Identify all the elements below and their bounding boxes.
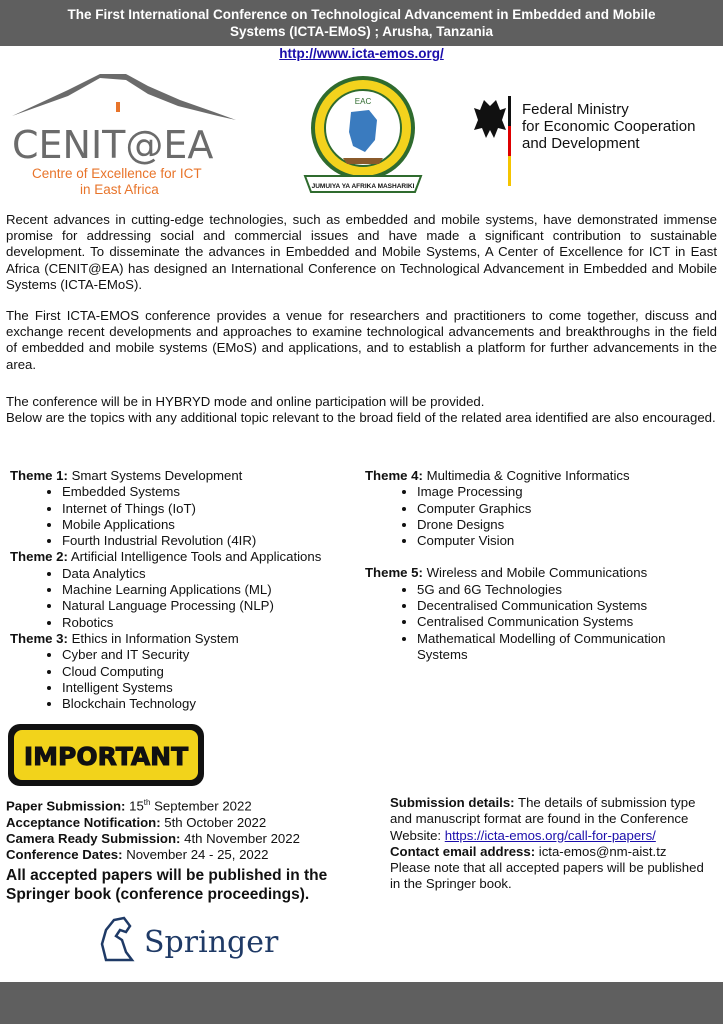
paper-submission-rest: September 2022: [154, 798, 252, 814]
list-item: • Internet of Things (IoT): [62, 501, 360, 517]
submission-note: Please note that all accepted papers will be published in the Springer book.: [390, 860, 704, 892]
conference-url-container: [0, 46, 723, 61]
conference-dates-value: November 24 - 25, 2022: [126, 847, 269, 863]
themes-right-column: [365, 468, 715, 663]
theme-1-title: Smart Systems Development: [71, 468, 243, 483]
mountain-icon: [12, 74, 236, 120]
conference-url-link[interactable]: http://www.icta-emos.org/: [279, 46, 444, 61]
paper-submission-day: 15: [129, 798, 144, 814]
theme-1-label: Theme 1:: [10, 468, 68, 483]
topics-line: Below are the topics with any additional topic relevant to the broad field of the related area identified are also encouraged.: [6, 410, 716, 426]
purpose-paragraph: The First ICTA-EMOS conference provides a venue for researchers and practitioners to come together, discuss and exchange recent developments and approaches to examine technological advancements and breakthroughs in the field of embedded and mobile systems (EMoS) and applications, and to establish a platform for further advancements in the area.: [6, 308, 717, 372]
springer-logo-text: Springer: [144, 925, 279, 960]
theme-1-list: [10, 484, 360, 549]
theme-4-title: Multimedia & Cognitive Informatics: [426, 468, 630, 483]
camera-ready-row: [6, 831, 376, 847]
list-item: • Computer Graphics: [417, 501, 715, 517]
flag-stripe-black: [508, 96, 511, 126]
header-title-line2: Systems (ICTA-EMoS) ; Arusha, Tanzania: [229, 24, 494, 39]
list-item: • Machine Learning Applications (ML): [62, 582, 360, 598]
mode-line: The conference will be in HYBRYD mode and online participation will be provided.: [6, 394, 485, 409]
header-title-line1: The First International Conference on Technological Advancement in Embedded and Mobile: [67, 7, 656, 22]
acceptance-row: [6, 815, 376, 831]
conference-dates-label: Conference Dates:: [6, 847, 123, 863]
list-item: • Data Analytics: [62, 566, 360, 582]
list-item: • Computer Vision: [417, 533, 715, 549]
contact-email-value: icta-emos@nm-aist.tz: [538, 843, 667, 859]
bmz-line1: Federal Ministry: [522, 101, 629, 118]
theme-4-list: [365, 484, 715, 549]
mode-paragraph: [6, 394, 717, 426]
list-item: • Natural Language Processing (NLP): [62, 598, 360, 614]
bmz-logo: [466, 96, 716, 191]
important-dates: [6, 795, 376, 864]
cenit-logo-name: CENIT@EA: [12, 123, 214, 167]
themes-left-column: [10, 468, 360, 712]
camera-ready-value: 4th November 2022: [184, 830, 300, 846]
paper-submission-sup: th: [143, 798, 151, 807]
theme-2-label: Theme 2:: [10, 549, 68, 565]
cenit-logo-sub2: in East Africa: [80, 182, 159, 197]
flag-stripe-gold: [508, 156, 511, 186]
theme-2-title: Artificial Intelligence Tools and Applications: [70, 549, 322, 565]
theme-2-list: [10, 566, 360, 631]
theme-1-heading: [10, 468, 360, 484]
acceptance-value: 5th October 2022: [164, 814, 267, 830]
intro-paragraph: Recent advances in cutting-edge technologies, such as embedded and mobile systems, have demonstrated immense promise for addressing social and commercial issues and have made a significant contribution to sustainable development. To disseminate the advances in Embedded and Mobile Systems, A Center of Excellence for ICT in East Africa (CENIT@EA) has designed an International Conference on Technological Advancement in Embedded and Mobile Systems (ICTA-EMoS).: [6, 212, 717, 292]
acceptance-label: Acceptance Notification:: [6, 814, 161, 830]
conference-dates-row: [6, 847, 376, 863]
bmz-line2: for Economic Cooperation: [522, 118, 696, 135]
camera-ready-label: Camera Ready Submission:: [6, 830, 181, 846]
list-item: • Cloud Computing: [62, 664, 360, 680]
theme-5-title: Wireless and Mobile Communications: [426, 565, 648, 581]
call-for-papers-link[interactable]: https://icta-emos.org/call-for-papers/: [444, 827, 656, 843]
list-item: • Robotics: [62, 615, 360, 631]
theme-4-label: Theme 4:: [365, 468, 423, 483]
important-badge: [6, 722, 206, 788]
list-item: • Drone Designs: [417, 517, 715, 533]
contact-email-label: Contact email address:: [390, 843, 536, 859]
eac-banner-text: JUMUIYA YA AFRIKA MASHARIKI: [311, 183, 415, 190]
bmz-line3: and Development: [522, 135, 640, 152]
list-item: • 5G and 6G Technologies: [417, 582, 715, 598]
header-bar: [0, 0, 723, 46]
list-item: • Image Processing: [417, 484, 715, 500]
eac-emblem-label: EAC: [354, 97, 372, 106]
theme-2-heading: [10, 549, 360, 565]
list-item: • Blockchain Technology: [62, 696, 360, 712]
submission-details-text: The details of submission type and manuscript format are found in the Conference Website:: [390, 795, 696, 843]
springer-horse-icon: [102, 918, 132, 960]
federal-eagle-icon: [474, 100, 506, 138]
important-badge-text: IMPORTANT: [23, 742, 189, 771]
theme-5-list: [365, 582, 715, 663]
list-item: • Intelligent Systems: [62, 680, 360, 696]
theme-5-heading: [365, 565, 715, 581]
logo-accent-bar: [116, 102, 120, 112]
list-item: • Fourth Industrial Revolution (4IR): [62, 533, 360, 549]
springer-publication-note: All accepted papers will be published in the Springer book (conference proceedings).: [6, 867, 328, 903]
list-item: • Mathematical Modelling of Communication Systems: [417, 631, 715, 664]
list-item: • Centralised Communication Systems: [417, 614, 715, 630]
theme-3-heading: [10, 631, 360, 647]
paper-submission-label: Paper Submission:: [6, 798, 126, 814]
theme-4-heading: [365, 468, 715, 484]
cenit-logo-sub1: Centre of Excellence for ICT: [32, 166, 202, 181]
footer-bar: [0, 982, 723, 1024]
submission-details-label: Submission details:: [390, 795, 515, 810]
theme-5-label: Theme 5:: [365, 565, 423, 581]
list-item: • Mobile Applications: [62, 517, 360, 533]
flag-stripe-red: [508, 126, 511, 156]
theme-3-label: Theme 3:: [10, 630, 68, 646]
theme-3-title: Ethics in Information System: [71, 630, 239, 646]
eac-emblem: [299, 72, 427, 198]
list-item: • Cyber and IT Security: [62, 647, 360, 663]
cenit-logo: [8, 72, 240, 202]
handshake-icon: [343, 158, 383, 164]
list-item: • Decentralised Communication Systems: [417, 598, 715, 614]
paper-submission-row: [6, 795, 376, 815]
list-item: • Embedded Systems: [62, 484, 360, 500]
submission-details: [390, 795, 710, 893]
theme-3-list: [10, 647, 360, 712]
springer-logo: [92, 910, 292, 972]
